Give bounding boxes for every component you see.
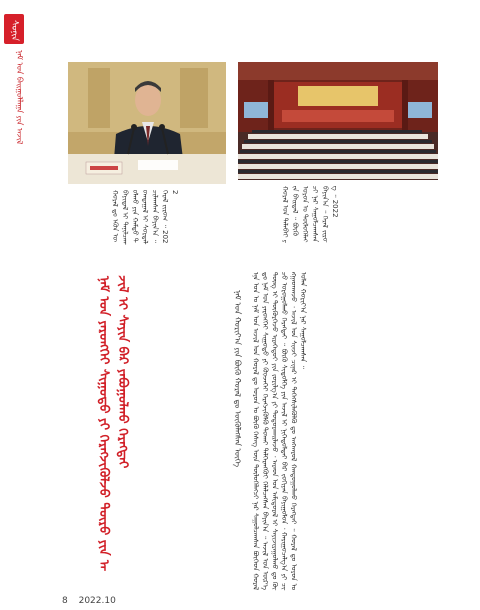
- headline-block: [94, 276, 224, 576]
- hall-photo-caption: ᠬᠤᠷᠠᠯ ᠤᠨ ᠲᠠᠯᠠᠪᠠᠢ ᠶᠢᠨ ᠪᠠᠢᠳᠠᠯ ᠃ ᠪᠦᠬᠦ ᠣᠷᠤᠨ ᠤ ᠲᠥᠯᠦᠭᠡᠯᠡᠭᠴᠢ ᠨᠠᠷ ᠰᠠᠭᠤᠯᠴᠠᠭᠰᠠᠨ ᠪᠠᠶᠢᠨ᠎ᠠ ᠃ ᠭᠡᠷᠡᠯ ᠵᠢᠷᠤᠭ ᠃ 2022: [281, 186, 339, 243]
- issue-date: 2022.10: [78, 596, 116, 606]
- article-headline: ᠨᠠᠮ ᠤᠨ ᠶᠡᠷᠦᠩᠬᠡᠢ ᠰᠢᠭᠤᠳᠤ ᠶᠢ ᠬᠡᠷᠡᠭᠵᠢᠭᠦᠯᠵᠦ ᠲᠥᠷᠦ ᠶᠢᠨ ᠠᠵᠢᠯ ᠢ ᠰᠠᠶᠢᠨ ᠪᠡᠷ ᠶᠠᠪᠤᠭᠤᠯᠬᠤ ᠬᠡᠷᠡᠭᠲᠡᠢ: [96, 276, 130, 571]
- page-number: 8: [62, 596, 68, 606]
- conference-hall-illustration: [238, 62, 438, 180]
- section-tab-mark: ᠰᠣᠨᠢᠨ: [9, 20, 19, 41]
- page-folio: [62, 596, 124, 606]
- speaker-photo: [68, 62, 226, 184]
- speaker-photo-caption: ᠬᠤᠷᠠᠯ ᠳᠤ ᠡᠭᠦᠨ ᠦ ᠪᠠᠶᠢᠳᠠᠯ ᠢ ᠲᠠᠨᠢᠯᠴᠠᠭᠤᠯᠬᠤ ᠶᠢᠨ ᠬᠠᠮᠲᠤ ᠲᠣᠭᠲᠠᠭᠠᠯ ᠢ ᠰᠤᠷᠲᠠᠯᠴᠢᠯᠠᠭᠰᠠᠨ ᠪᠠᠶᠢᠨ᠎ᠠ ᠃ ᠭᠡᠷᠡᠯ ᠵᠢᠷᠤᠭ ᠃ 2022: [111, 190, 179, 245]
- section-tab: [4, 14, 24, 44]
- section-running-title: ᠨᠠᠮ ᠤᠨ ᠪᠠᠢᠭᠤᠯᠯᠠᠭᠠ ᠶᠢᠨ ᠠᠵᠢᠯ: [15, 50, 24, 145]
- article-body: ᠡᠨᠡ ᠣᠨ ᠤ ᠨᠠᠮ ᠤᠨ ᠠᠵᠢᠯ ᠤᠨ ᠬᠤᠷᠠᠯ ᠳᠤ ᠣᠷᠤᠨ ᠤ ᠪᠦᠬᠦ ᠬᠡᠰᠡᠭ ᠦᠨ ᠲᠥᠯᠦᠭᠡᠯᠡᠭᠴᠢ ᠨᠠᠷ ᠰᠠᠭᠤᠯᠴᠠᠭᠰᠠᠨ ᠪᠥᠭᠡᠳ ᠬᠤᠷᠠᠯ ᠳᠤ ᠨᠠᠮ ᠤᠨ ᠶᠡᠷᠦᠩᠬᠡᠢ ᠰᠢᠭᠤᠳᠤ ᠶᠢ ᠭᠦᠨᠵᠡᠭᠡᠢ ᠬᠡᠷᠡᠭᠵᠢᠭᠦᠯᠬᠦ ᠲᠤᠬᠠᠢ ᠳᠡᠯᠭᠡᠷᠡᠩᠭᠦᠢ ᠬᠡᠯᠡᠯᠴᠡᠭᠰᠡᠨ ᠪᠠᠶᠢᠨ᠎ᠠ ᠃ ᠠᠵᠢᠯ ᠤᠨ ᠦᠷ᠎ᠡ ᠳᠦᠩ ᠢ ᠳᠦᠭᠦᠷᠭᠡᠵᠦ ᠢᠷᠡᠭᠡᠳᠦᠢ ᠶᠢᠨ ᠵᠣᠷᠢᠯᠭ᠎ᠠ ᠶᠢ ᠲᠣᠳᠣᠷᠬᠠᠢᠯᠠᠵᠤ ᠂ ᠠᠷᠠᠳ ᠤᠨ ᠠᠮᠢᠳᠤᠷᠠᠯ ᠢ ᠰᠠᠶᠢᠵᠢᠷᠠᠭᠤᠯᠬᠤ ᠳᠤ ᠬᠦᠴᠦ ᠣᠷᠣᠭᠤᠯᠬᠤ ᠬᠡᠷᠡᠭᠲᠡᠢ ᠃ ᠪᠦᠬᠦ ᠰᠢᠲᠦᠯᠭᠡ ᠶᠢᠨ ᠠᠵᠢᠯ ᠢ ᠨᠢᠭᠡᠳᠦᠯᠲᠡᠢ ᠪᠡᠷ ᠵᠣᠬᠢᠶᠠᠨ ᠪᠠᠶᠢᠭᠤᠯᠤᠨ ᠂ ᠬᠠᠷᠢᠭᠤᠴᠠᠯᠭ᠎ᠠ ᠶᠢ ᠴᠢᠩᠭᠠᠳᠬᠠᠵᠤ ᠂ ᠠᠵᠢᠯ ᠤᠨ ᠰᠢᠨᠵᠢ ᠴᠢᠨᠠᠷ ᠢ ᠳᠡᠭᠡᠭᠰᠢᠯᠡᠭᠦᠯᠬᠦ ᠳᠤ ᠠᠩᠬᠠᠷᠤᠯ ᠬᠠᠨᠳᠤᠭᠤᠯᠬᠤ ᠬᠡᠷᠡᠭᠲᠡᠢ ᠃ ᠬᠤᠷᠠᠯ ᠳᠤ ᠣᠷᠤᠨ ᠤ ᠣᠯᠠᠨ ᠬᠣᠷᠢᠶ᠎ᠠ ᠨᠠᠷ ᠰᠠᠭᠤᠯᠴᠠᠭᠰᠠᠨ ᠃: [251, 272, 307, 590]
- conference-hall-photo: [238, 62, 438, 180]
- speaker-photo-illustration: [68, 62, 226, 184]
- article-subtitle: ᠨᠠᠮ ᠤᠨ ᠬᠣᠷᠢᠶ᠎ᠠ ᠶᠢᠨ ᠪᠦᠬᠦ ᠬᠤᠷᠠᠯ ᠳᠤ ᠦᠭᠦᠯᠡᠭᠰᠡᠨ ᠦᠭᠡ: [233, 290, 242, 468]
